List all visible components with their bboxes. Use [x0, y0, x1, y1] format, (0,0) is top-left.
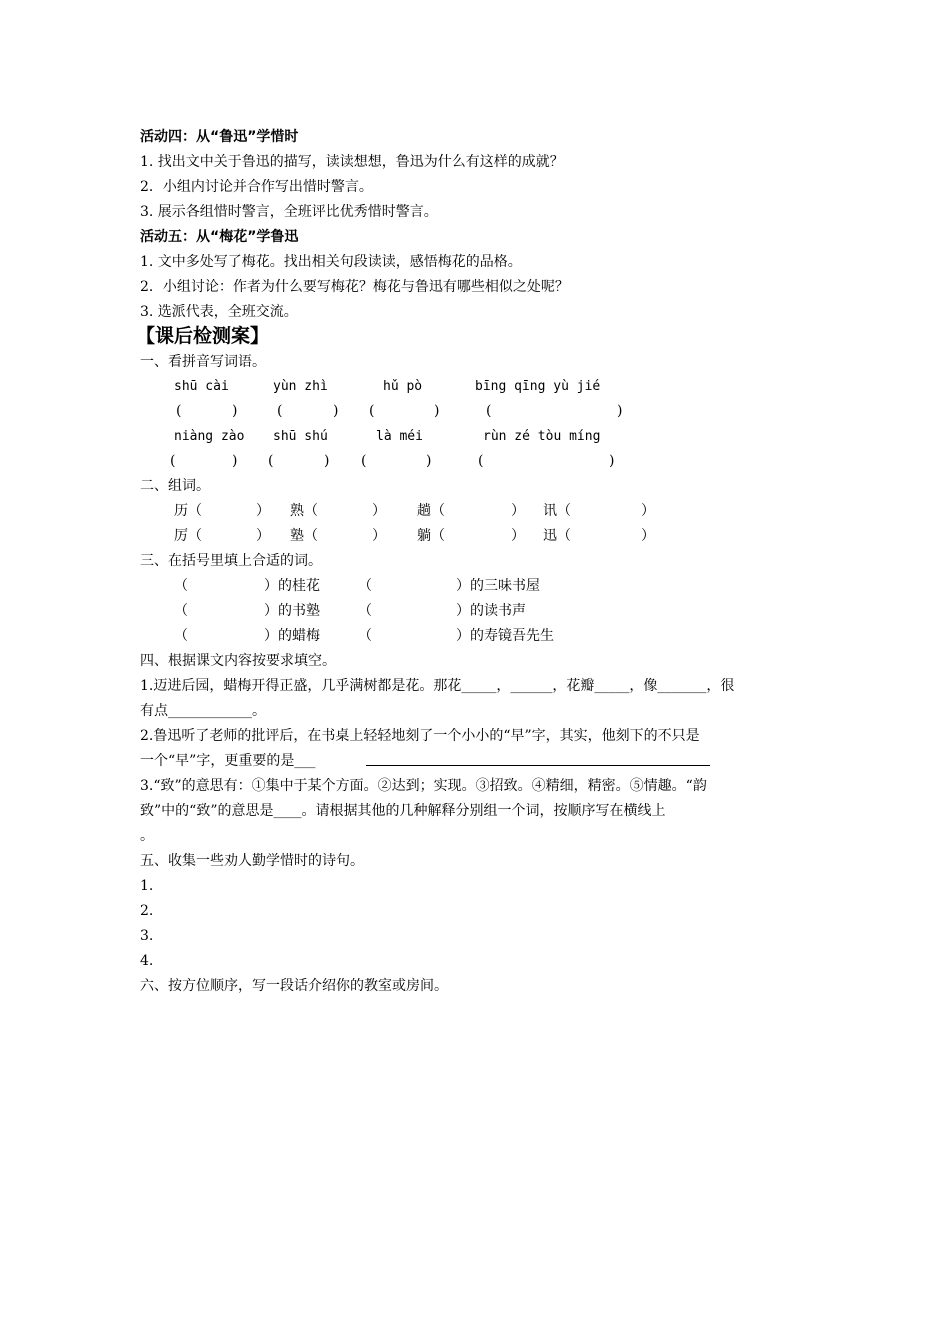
q4-title: 四、根据课文内容按要求填空。	[140, 653, 336, 669]
q3-open: （	[358, 628, 372, 644]
q2-title: 二、组词。	[140, 478, 210, 494]
activity5-item-2: 2．小组讨论：作者为什么要写梅花？梅花与鲁迅有哪些相似之处呢？	[140, 279, 569, 295]
q2-r1-close: ）	[511, 503, 525, 519]
answer-paren-close: )	[609, 453, 615, 469]
q3-open: （	[174, 603, 188, 619]
activity5-item-3: 3. 选派代表，全班交流。	[140, 304, 298, 320]
activity4-title: 活动四：从“鲁迅”学惜时	[140, 129, 299, 145]
q4-p3-line2: 致”中的“致”的意思是____。请根据其他的几种解释分别组一个词，按顺序写在横线上	[140, 803, 666, 819]
answer-paren-close: )	[324, 453, 330, 469]
q3-left-1: ）的桂花	[264, 578, 320, 594]
q4-p2-line2: 一个“早”字，更重要的是___	[140, 753, 316, 769]
activity4-item-3: 3. 展示各组惜时警言，全班评比优秀惜时警言。	[140, 204, 438, 220]
q6-title: 六、按方位顺序，写一段话介绍你的教室或房间。	[140, 978, 448, 994]
activity4-item-1: 1. 找出文中关于鲁迅的描写，读读想想，鲁迅为什么有这样的成就？	[140, 154, 564, 170]
answer-paren-close: )	[617, 403, 623, 419]
activity5-title: 活动五：从“梅花”学鲁迅	[140, 229, 299, 245]
answer-paren-close: )	[232, 403, 238, 419]
pinyin-shucai: shū cài	[174, 379, 229, 394]
q2-r2-shu: 塾（	[290, 528, 318, 544]
q2-r2-close: ）	[256, 528, 270, 544]
answer-paren-open: (	[176, 403, 182, 419]
q2-r1-close: ）	[641, 503, 655, 519]
answer-paren-open: (	[268, 453, 274, 469]
q2-r1-close: ）	[372, 503, 386, 519]
answer-paren-close: )	[426, 453, 432, 469]
q3-open: （	[358, 578, 372, 594]
q3-open: （	[174, 578, 188, 594]
pinyin-shushu: shū shú	[273, 429, 328, 444]
answer-paren-close: )	[232, 453, 238, 469]
q2-r2-close: ）	[372, 528, 386, 544]
answer-paren-open: (	[170, 453, 176, 469]
q4-p3-line3: 。	[140, 828, 154, 844]
answer-underline	[366, 765, 710, 766]
answer-paren-open: (	[369, 403, 375, 419]
q1-title: 一、看拼音写词语。	[140, 354, 266, 370]
q2-r1-tang: 趟（	[417, 503, 445, 519]
q3-title: 三、在括号里填上合适的词。	[140, 553, 322, 569]
activity4-item-2: 2．小组内讨论并合作写出惜时警言。	[140, 179, 373, 195]
answer-paren-open: (	[277, 403, 283, 419]
answer-paren-close: )	[434, 403, 440, 419]
q5-item-3: 3.	[140, 928, 154, 944]
q2-r2-xun: 迅（	[543, 528, 571, 544]
test-heading: 【课后检测案】	[136, 325, 270, 347]
q2-r1-li: 历（	[174, 503, 202, 519]
pinyin-runzetouming: rùn zé tòu míng	[483, 429, 601, 444]
q3-open: （	[174, 628, 188, 644]
q3-left-2: ）的书塾	[264, 603, 320, 619]
pinyin-lamei: là méi	[376, 429, 423, 444]
q5-item-4: 4.	[140, 953, 154, 969]
answer-paren-open: (	[361, 453, 367, 469]
pinyin-hupo: hǔ pò	[383, 379, 423, 394]
pinyin-yunzhi: yùn zhì	[273, 379, 328, 394]
q4-p2-line1: 2.鲁迅听了老师的批评后，在书桌上轻轻地刻了一个小小的“早”字，其实，他刻下的不只是	[140, 728, 700, 744]
q2-r2-close: ）	[641, 528, 655, 544]
q4-p1-line2: 有点____________。	[140, 703, 266, 719]
q2-r1-xun: 讯（	[543, 503, 571, 519]
q5-title: 五、收集一些劝人勤学惜时的诗句。	[140, 853, 364, 869]
q3-right-2: ）的读书声	[456, 603, 526, 619]
answer-paren-open: (	[478, 453, 484, 469]
q3-right-3: ）的寿镜吾先生	[456, 628, 554, 644]
q2-r1-shu: 熟（	[290, 503, 318, 519]
q5-item-2: 2.	[140, 903, 154, 919]
answer-paren-open: (	[486, 403, 492, 419]
q2-r1-close: ）	[256, 503, 270, 519]
q2-r2-close: ）	[511, 528, 525, 544]
q3-right-1: ）的三味书屋	[456, 578, 540, 594]
q5-item-1: 1.	[140, 878, 154, 894]
activity5-item-1: 1. 文中多处写了梅花。找出相关句段读读，感悟梅花的品格。	[140, 254, 522, 270]
pinyin-niangzao: niàng zào	[174, 429, 245, 444]
q4-p1-line1: 1.迈进后园，蜡梅开得正盛，几乎满树都是花。那花_____，______，花瓣_____，像_______，很	[140, 678, 735, 694]
q2-r2-tang: 躺（	[417, 528, 445, 544]
answer-paren-close: )	[333, 403, 339, 419]
q3-left-3: ）的蜡梅	[264, 628, 320, 644]
q3-open: （	[358, 603, 372, 619]
q2-r2-li: 厉（	[174, 528, 202, 544]
q4-p3-line1: 3.“致”的意思有：①集中于某个方面。②达到；实现。③招致。④精细，精密。⑤情趣。“韵	[140, 778, 707, 794]
pinyin-bingqingyujie: bīng qīng yù jié	[475, 379, 601, 394]
